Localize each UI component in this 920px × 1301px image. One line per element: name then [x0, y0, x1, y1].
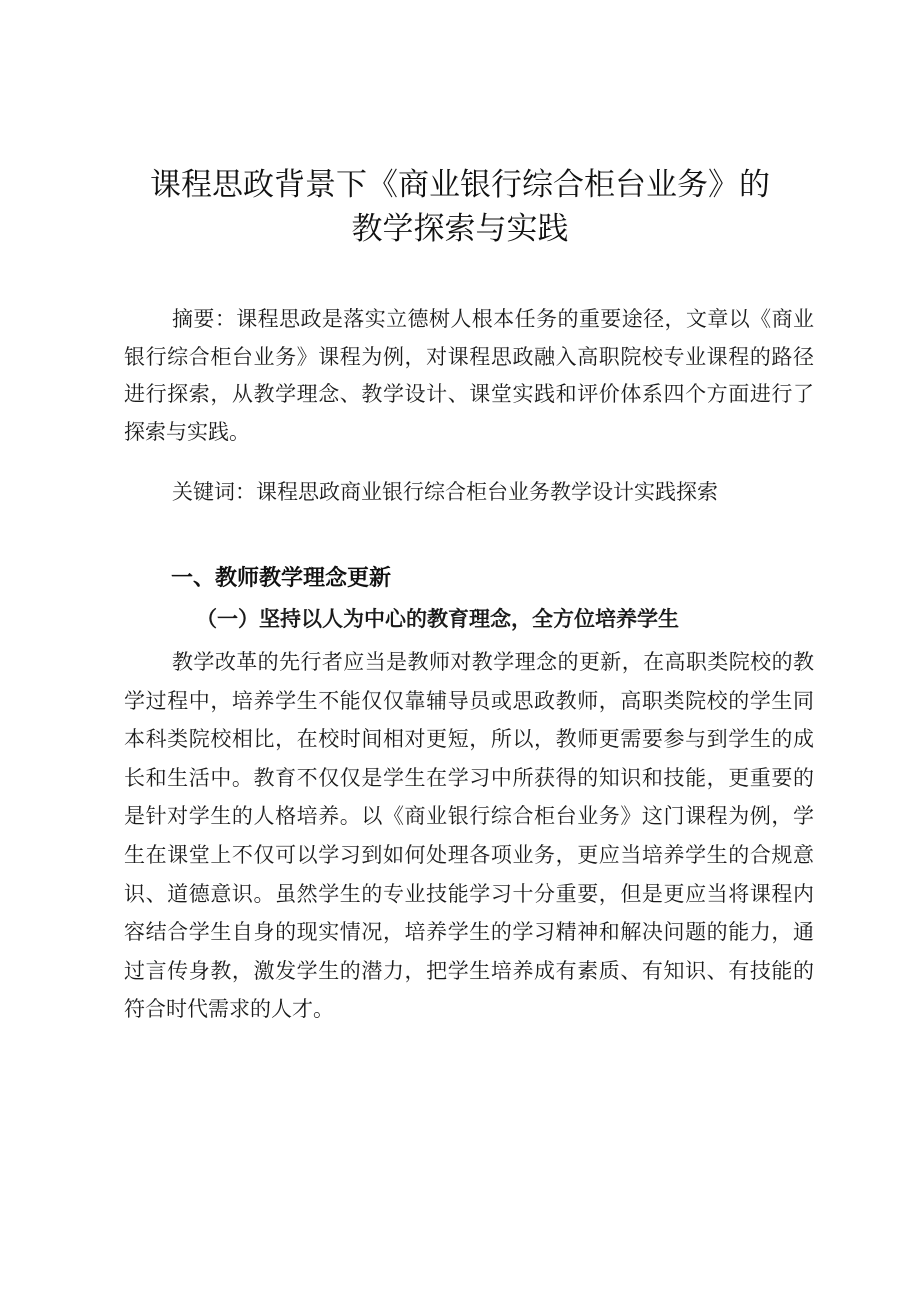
body-paragraph: 教学改革的先行者应当是教师对教学理念的更新，在高职类院校的教学过程中，培养学生不能仅仅靠辅导员或思政教师，高职类院校的学生同本科类院校相比，在校时间相对更短，所以，教师更需要参与到学生的成长和生活中。教育不仅仅是学生在学习中所获得的知识和技能，更重要的是针对学生的人格培养。以《商业银行综合柜台业务》这门课程为例，学生在课堂上不仅可以学习到如何处理各项业务，更应当培养学生的合规意识、道德意识。虽然学生的专业技能学习十分重要，但是更应当将课程内容结合学生自身的现实情况，培养学生的学习精神和解决问题的能力，通过言传身教，激发学生的潜力，把学生培养成有素质、有知识、有技能的符合时代需求的人才。 — [124, 650, 814, 1022]
section-heading: 一、教师教学理念更新 — [171, 566, 392, 591]
subsection-heading: （一）坚持以人为中心的教育理念，全方位培养学生 — [196, 606, 679, 631]
document-title-line-1: 课程思政背景下《商业银行综合柜台业务》的 — [150, 167, 770, 203]
abstract-paragraph: 摘要：课程思政是落实立德树人根本任务的重要途径，文章以《商业银行综合柜台业务》课程为例，对课程思政融入高职院校专业课程的路径进行探索，从教学理念、教学设计、课堂实践和评价体系四个方面进行了探索与实践。 — [124, 307, 814, 444]
keywords-line: 关键词：课程思政商业银行综合柜台业务教学设计实践探索 — [172, 480, 718, 504]
document-title-line-2: 教学探索与实践 — [351, 211, 569, 247]
